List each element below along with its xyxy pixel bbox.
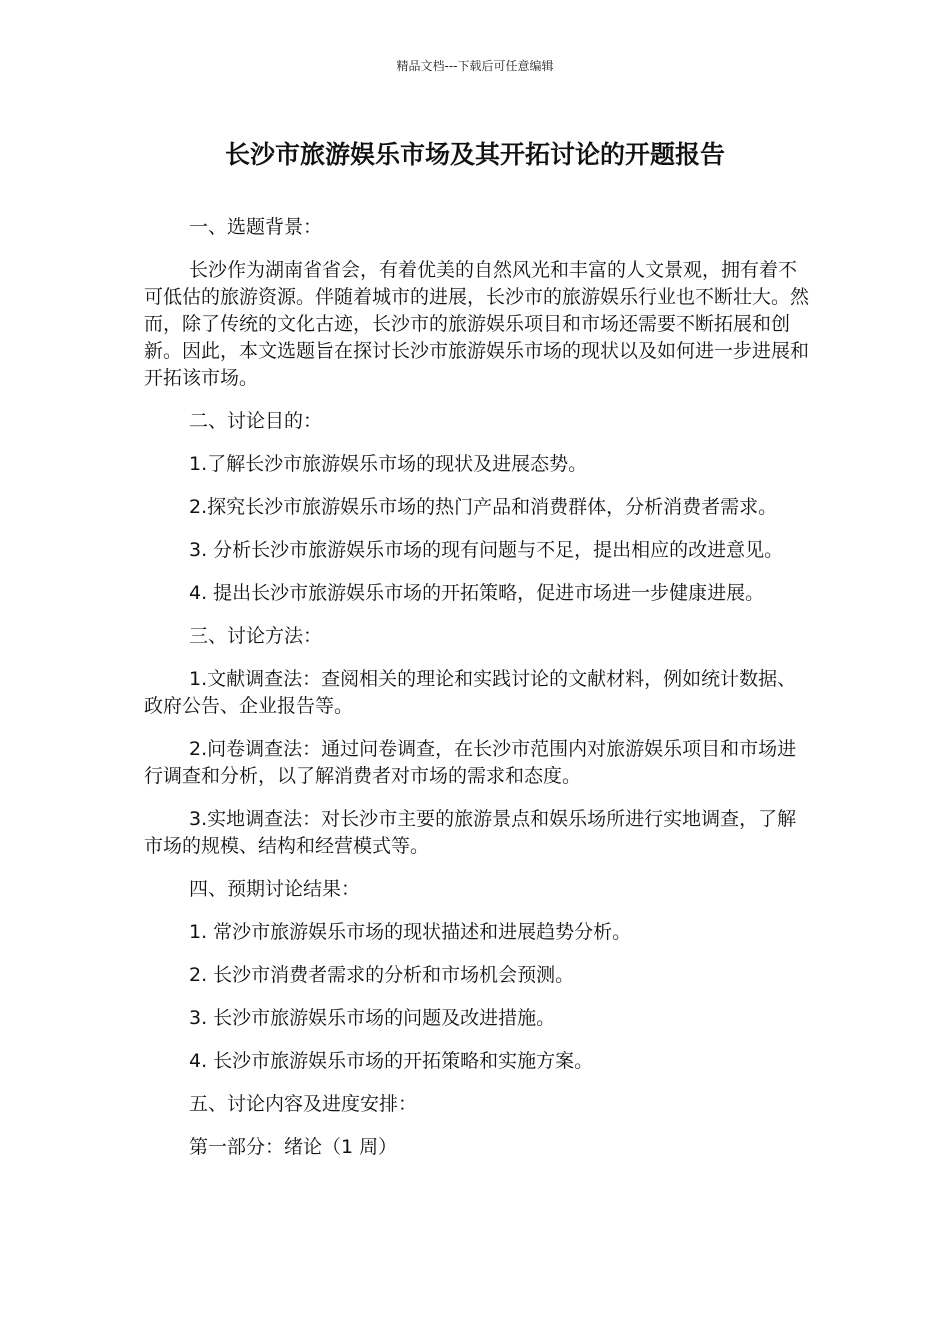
background-paragraph: 长沙作为湖南省省会，有着优美的自然风光和丰富的人文景观，拥有着不可低估的旅游资源。伴随着城市的进展，长沙市的旅游娱乐行业也不断壮大。然而，除了传统的文化古迹，长沙市的旅游娱乐项目和市场还需要不断拓展和创新。因此，本文选题旨在探讨长沙市旅游娱乐市场的现状以及如何进一步进展和开拓该市场。 [144,259,810,389]
document-title: 长沙市旅游娱乐市场及其开拓讨论的开题报告 [224,140,725,169]
method-item: 2.问卷调查法：通过问卷调查，在长沙市范围内对旅游娱乐项目和市场进行调查和分析，以了解消费者对市场的需求和态度。 [144,738,797,787]
section-heading-schedule: 五、讨论内容及进度安排： [189,1093,418,1115]
purpose-item: 1.了解长沙市旅游娱乐市场的现状及进展态势。 [189,453,588,475]
section-heading-expected-results: 四、预期讨论结果： [189,878,361,900]
document-body [144,214,814,1161]
purpose-item: 4. 提出长沙市旅游娱乐市场的开拓策略，促进市场进一步健康进展。 [189,582,765,604]
purpose-item: 3. 分析长沙市旅游娱乐市场的现有问题与不足，提出相应的改进意见。 [189,539,784,561]
section-heading-background: 一、选题背景： [189,216,323,238]
schedule-item: 第一部分：绪论（1 周） [189,1136,398,1158]
result-item: 2. 长沙市消费者需求的分析和市场机会预测。 [189,964,575,986]
result-item: 1. 常沙市旅游娱乐市场的现状描述和进展趋势分析。 [189,921,632,943]
section-heading-purpose: 二、讨论目的： [189,410,323,432]
purpose-item: 2.探究长沙市旅游娱乐市场的热门产品和消费群体，分析消费者需求。 [189,496,778,518]
page-header-note: 精品文档---下载后可任意编辑 [396,59,554,73]
section-heading-methods: 三、讨论方法： [189,625,323,647]
method-item: 1.文献调查法：查阅相关的理论和实践讨论的文献材料，例如统计数据、政府公告、企业报告等。 [144,668,797,717]
result-item: 3. 长沙市旅游娱乐市场的问题及改进措施。 [189,1007,556,1029]
method-item: 3.实地调查法：对长沙市主要的旅游景点和娱乐场所进行实地调查，了解市场的规模、结构和经营模式等。 [144,808,797,857]
result-item: 4. 长沙市旅游娱乐市场的开拓策略和实施方案。 [189,1050,594,1072]
